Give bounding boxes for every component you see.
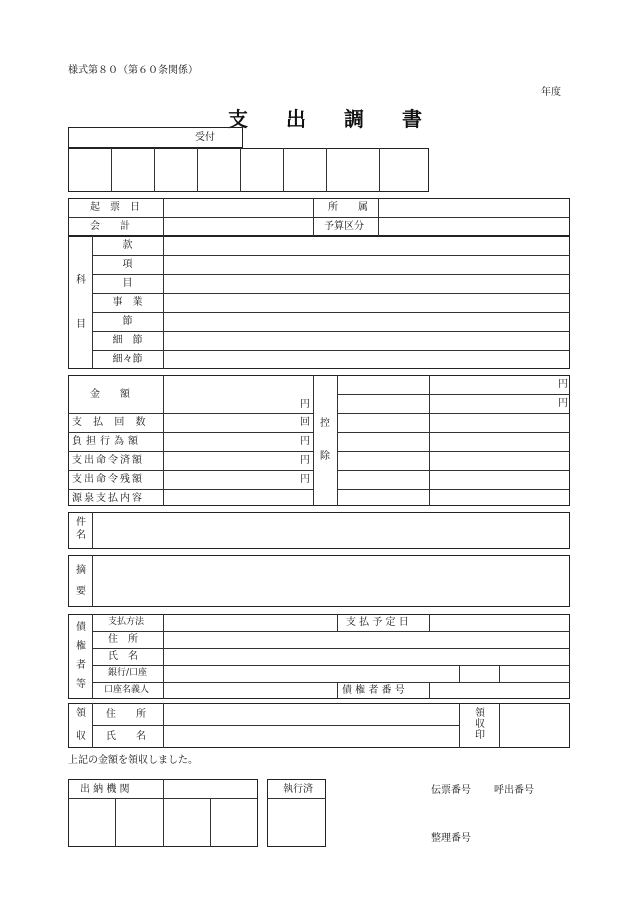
- date-label: 起 票 日: [90, 202, 140, 213]
- executed-label: 執行済: [283, 784, 313, 795]
- budget-class-label: 予算区分: [324, 221, 364, 232]
- creditor-name-label: 氏 名: [108, 651, 138, 662]
- reference-number-label: 整理番号: [431, 833, 471, 844]
- payment-method-label: 支払方法: [108, 617, 145, 627]
- subject-row-moku: 目: [122, 278, 133, 289]
- deduction-yen-1: 円: [558, 379, 568, 390]
- receipt-side-top: 領: [76, 708, 86, 719]
- subject-row-saisetsu: 細 節: [112, 335, 143, 346]
- accounting-label: 会 計: [90, 221, 130, 232]
- subject-row-setsu: 節: [122, 316, 133, 327]
- reception-header: [68, 127, 243, 148]
- issued-label: 支出命令済額: [72, 455, 144, 466]
- subject-row-project: 事 業: [112, 297, 143, 308]
- reception-stamp-area: [68, 148, 429, 192]
- subject-row-saisaisetsu: 細々節: [112, 354, 143, 365]
- call-number-label: 呼出番号: [494, 785, 534, 796]
- page-title: 支出調書: [228, 107, 460, 131]
- summary-section: [68, 555, 570, 607]
- remaining-label: 支出命令残額: [72, 474, 144, 485]
- creditor-side-4: 等: [76, 679, 86, 690]
- payment-count-unit: 回: [300, 417, 310, 428]
- treasury-label: 出 納 機 関: [80, 784, 130, 795]
- matter-label-bottom: 名: [76, 530, 86, 541]
- burden-label: 負担行為額: [72, 436, 142, 447]
- receipt-seal-1: 領: [475, 708, 485, 719]
- subject-row-kou: 項: [122, 259, 133, 270]
- receipt-name-label: 氏 名: [106, 731, 146, 742]
- matter-label-top: 件: [76, 517, 86, 528]
- summary-label-top: 摘: [76, 565, 86, 576]
- creditor-side-1: 債: [76, 622, 86, 633]
- receipt-seal-3: 印: [475, 730, 485, 741]
- voucher-number-label: 伝票番号: [431, 785, 471, 796]
- reception-label: 受付: [195, 132, 215, 143]
- receipt-side-bottom: 収: [76, 731, 86, 742]
- withholding-label: 源泉支払内容: [72, 493, 144, 504]
- fiscal-year-label: 年度: [541, 87, 561, 98]
- creditor-side-3: 者: [76, 660, 86, 671]
- due-date-label: 支 払 予 定 日: [346, 617, 409, 628]
- subject-row-kan: 款: [122, 240, 133, 251]
- deduction-label-bottom: 除: [320, 451, 330, 462]
- subject-label-top: 科: [76, 275, 86, 286]
- receipt-address-label: 住 所: [106, 709, 146, 720]
- deduction-yen-2: 円: [558, 398, 568, 409]
- issued-yen: 円: [300, 455, 310, 466]
- receipt-seal-2: 収: [475, 719, 485, 730]
- creditor-side-2: 権: [76, 641, 86, 652]
- bank-account-label: 銀行/口座: [108, 668, 148, 678]
- payment-count-label: 支 払 回 数: [72, 417, 150, 428]
- deduction-label-top: 控: [320, 418, 330, 429]
- matter-section: [68, 512, 570, 549]
- summary-label-bottom: 要: [76, 586, 86, 597]
- receipt-note: 上記の金額を領収しました。: [68, 755, 198, 766]
- subject-label-bottom: 目: [76, 319, 86, 330]
- creditor-address-label: 住 所: [108, 634, 138, 645]
- burden-yen: 円: [300, 436, 310, 447]
- affiliation-label: 所 属: [328, 202, 368, 213]
- form-number: 様式第８０（第６０条関係）: [68, 65, 198, 76]
- account-holder-label: 口座名義人: [104, 685, 150, 695]
- remaining-yen: 円: [300, 474, 310, 485]
- amount-yen: 円: [300, 399, 310, 410]
- amount-label: 金 額: [90, 389, 130, 400]
- creditor-number-label: 債 権 者 番 号: [342, 685, 405, 696]
